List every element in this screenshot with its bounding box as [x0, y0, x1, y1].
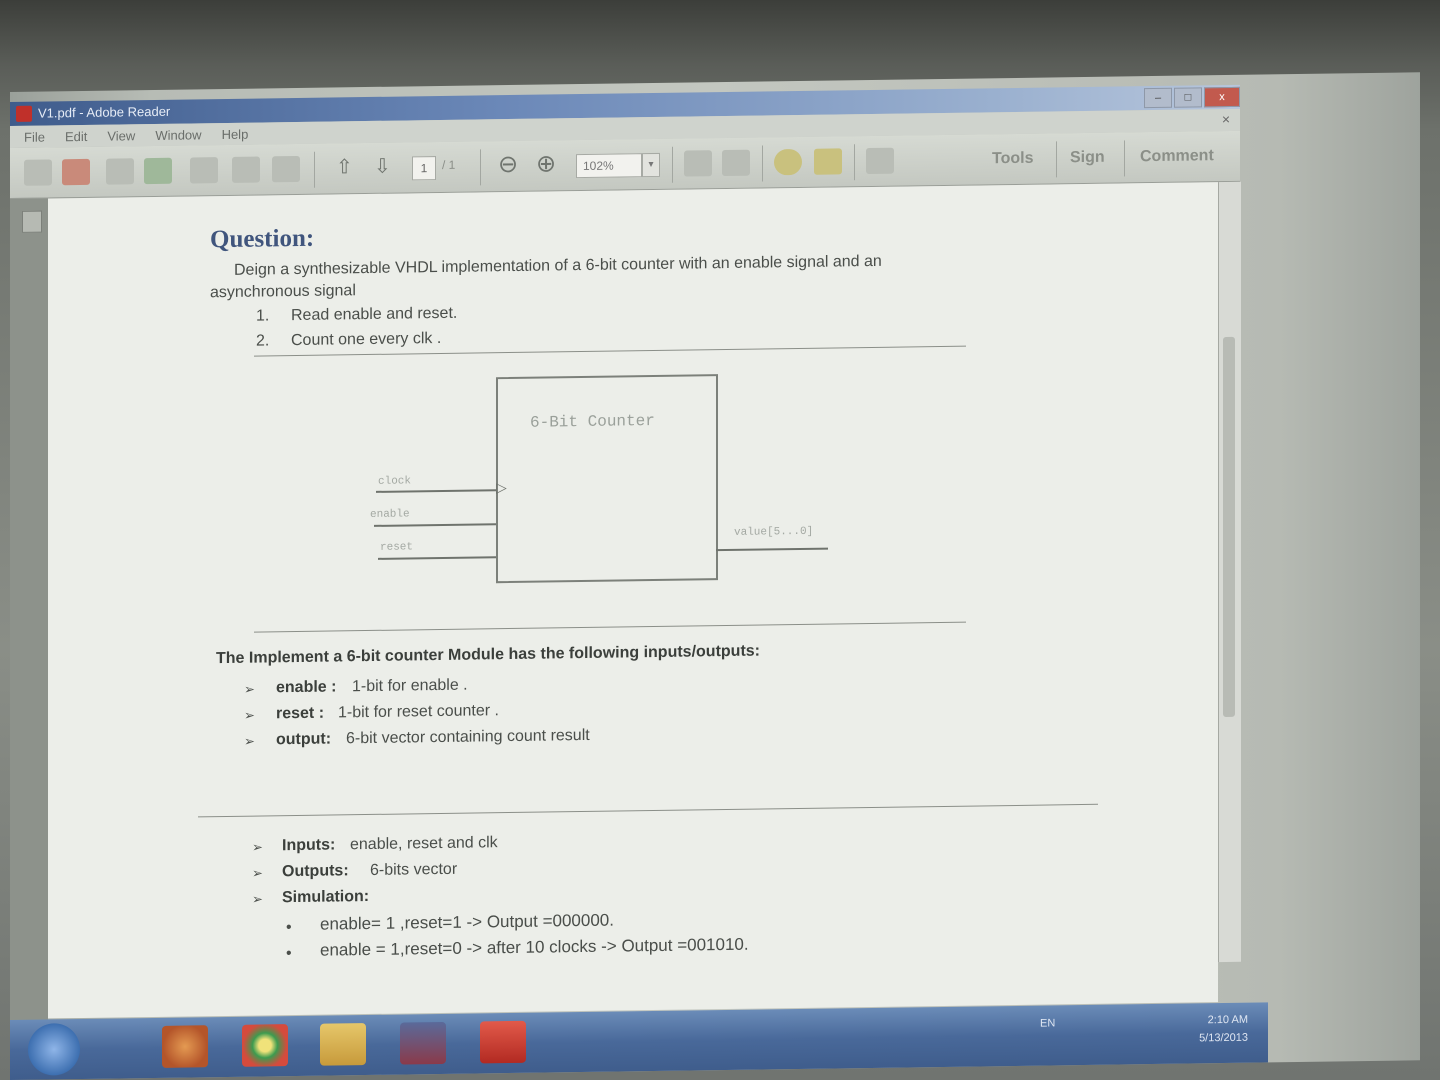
value-output-label: value[5...0]	[734, 525, 814, 539]
dot-bullet-icon: •	[286, 945, 292, 963]
dot-bullet-icon: •	[286, 919, 292, 937]
value-wire	[716, 548, 828, 552]
explorer-folder-icon[interactable]	[320, 1023, 366, 1066]
projected-screen	[10, 72, 1420, 1080]
arrow-bullet-icon: ➢	[244, 733, 255, 749]
arrow-bullet-icon: ➢	[244, 681, 255, 697]
reset-signal-label: reset	[380, 541, 414, 554]
navigation-panel	[10, 198, 48, 1049]
summary-outputs-text: 6-bits vector	[370, 860, 458, 879]
clock-time: 2:10 AM	[1207, 1013, 1248, 1027]
sticky-note-icon[interactable]	[774, 149, 802, 175]
question-title: Question:	[210, 224, 315, 254]
adobe-reader-icon	[16, 106, 32, 122]
reset-wire	[378, 556, 496, 560]
create-pdf-icon[interactable]	[24, 159, 52, 185]
toolbar-separator	[480, 149, 481, 185]
winrar-icon[interactable]	[400, 1022, 446, 1065]
zoom-out-icon[interactable]: ⊖	[498, 150, 519, 179]
port-output-name: output:	[276, 730, 332, 749]
arrow-bullet-icon: ➢	[252, 865, 263, 881]
menu-help[interactable]: Help	[221, 126, 249, 142]
zoom-dropdown[interactable]: ▾	[642, 153, 660, 177]
vertical-scrollbar[interactable]	[1218, 182, 1241, 962]
close-button[interactable]: x	[1204, 87, 1240, 108]
summary-simulation-label: Simulation:	[282, 887, 370, 907]
arrow-bullet-icon: ➢	[252, 891, 263, 907]
menu-file[interactable]: File	[24, 129, 45, 145]
clock-signal-label: clock	[378, 475, 412, 488]
cloud-share-icon[interactable]	[144, 158, 172, 184]
document-close-icon[interactable]: ×	[1221, 110, 1230, 128]
zoom-in-icon[interactable]: ⊕	[536, 150, 557, 178]
maximize-button[interactable]: □	[1174, 87, 1202, 107]
module-heading: The Implement a 6-bit counter Module has the following inputs/outputs:	[216, 642, 760, 668]
enable-signal-label: enable	[370, 508, 410, 521]
divider	[198, 804, 1098, 818]
pdf-page	[48, 182, 1218, 1018]
clock-wire	[376, 489, 496, 493]
chrome-icon[interactable]	[242, 1024, 288, 1067]
zoom-level-input[interactable]: 102%	[576, 153, 642, 178]
media-player-icon[interactable]	[162, 1025, 208, 1068]
port-reset-name: reset :	[276, 704, 325, 723]
divider	[254, 622, 966, 633]
toolbar-separator	[1056, 141, 1057, 177]
counter-block	[496, 374, 718, 583]
window-controls	[1144, 87, 1240, 108]
clock-edge-icon: ▷	[496, 479, 507, 496]
print-icon[interactable]	[232, 157, 260, 183]
fit-page-icon[interactable]	[684, 150, 712, 176]
system-clock[interactable]	[1199, 1011, 1248, 1048]
summary-inputs-label: Inputs:	[282, 836, 336, 855]
arrow-bullet-icon: ➢	[252, 839, 263, 855]
step-1-number: 1.	[256, 307, 270, 325]
comment-pane-button[interactable]: Comment	[1140, 147, 1214, 166]
email-icon[interactable]	[272, 156, 300, 182]
fit-width-icon[interactable]	[722, 150, 750, 176]
toolbar-separator	[672, 147, 673, 183]
start-button[interactable]	[28, 1023, 80, 1076]
page-up-icon[interactable]: ⇧	[336, 156, 353, 179]
port-output-desc: 6-bit vector containing count result	[346, 726, 590, 748]
intro-line-1: Deign a synthesizable VHDL implementation of a 6-bit counter with an enable signal and an	[234, 252, 882, 279]
toolbar-separator	[854, 144, 855, 180]
language-indicator[interactable]: EN	[1040, 1017, 1056, 1030]
summary-inputs-text: enable, reset and clk	[350, 834, 498, 854]
counter-block-label: 6-Bit Counter	[530, 411, 655, 432]
simulation-case-2: enable = 1,reset=0 -> after 10 clocks -> Output =001010.	[320, 934, 749, 960]
open-file-icon[interactable]	[62, 159, 90, 185]
scrollbar-thumb[interactable]	[1223, 337, 1235, 717]
menu-edit[interactable]: Edit	[64, 128, 88, 144]
enable-wire	[374, 523, 496, 527]
clock-date: 5/13/2013	[1199, 1031, 1248, 1045]
toolbar-separator	[314, 152, 315, 188]
step-2-text: Count one every clk .	[291, 329, 442, 350]
simulation-case-1: enable= 1 ,reset=1 -> Output =000000.	[320, 910, 614, 934]
menu-window[interactable]: Window	[155, 126, 202, 143]
highlight-icon[interactable]	[814, 148, 842, 174]
window-title: V1.pdf - Adobe Reader	[38, 103, 171, 121]
step-1-text: Read enable and reset.	[291, 304, 458, 325]
intro-line-2: asynchronous signal	[210, 282, 356, 302]
sign-pane-button[interactable]: Sign	[1070, 148, 1105, 167]
page-number-input[interactable]: 1	[412, 156, 436, 180]
toolbar-separator	[1124, 140, 1125, 176]
arrow-bullet-icon: ➢	[244, 707, 255, 723]
port-enable-desc: 1-bit for enable .	[352, 676, 468, 696]
port-enable-name: enable :	[276, 678, 337, 697]
tools-pane-button[interactable]: Tools	[992, 149, 1034, 168]
menu-view[interactable]: View	[107, 127, 136, 144]
summary-outputs-label: Outputs:	[282, 862, 349, 881]
save-icon[interactable]	[190, 157, 218, 183]
page-down-icon[interactable]: ⇩	[374, 155, 391, 178]
toolbar-separator	[762, 145, 763, 181]
step-2-number: 2.	[256, 332, 270, 350]
adobe-reader-taskbar-icon[interactable]	[480, 1021, 526, 1064]
minimize-button[interactable]: –	[1144, 88, 1172, 108]
edit-icon[interactable]	[106, 158, 134, 184]
page-total: / 1	[442, 157, 456, 172]
page-thumbnails-icon[interactable]	[22, 211, 42, 233]
expand-icon[interactable]	[866, 148, 894, 174]
port-reset-desc: 1-bit for reset counter .	[338, 702, 499, 722]
